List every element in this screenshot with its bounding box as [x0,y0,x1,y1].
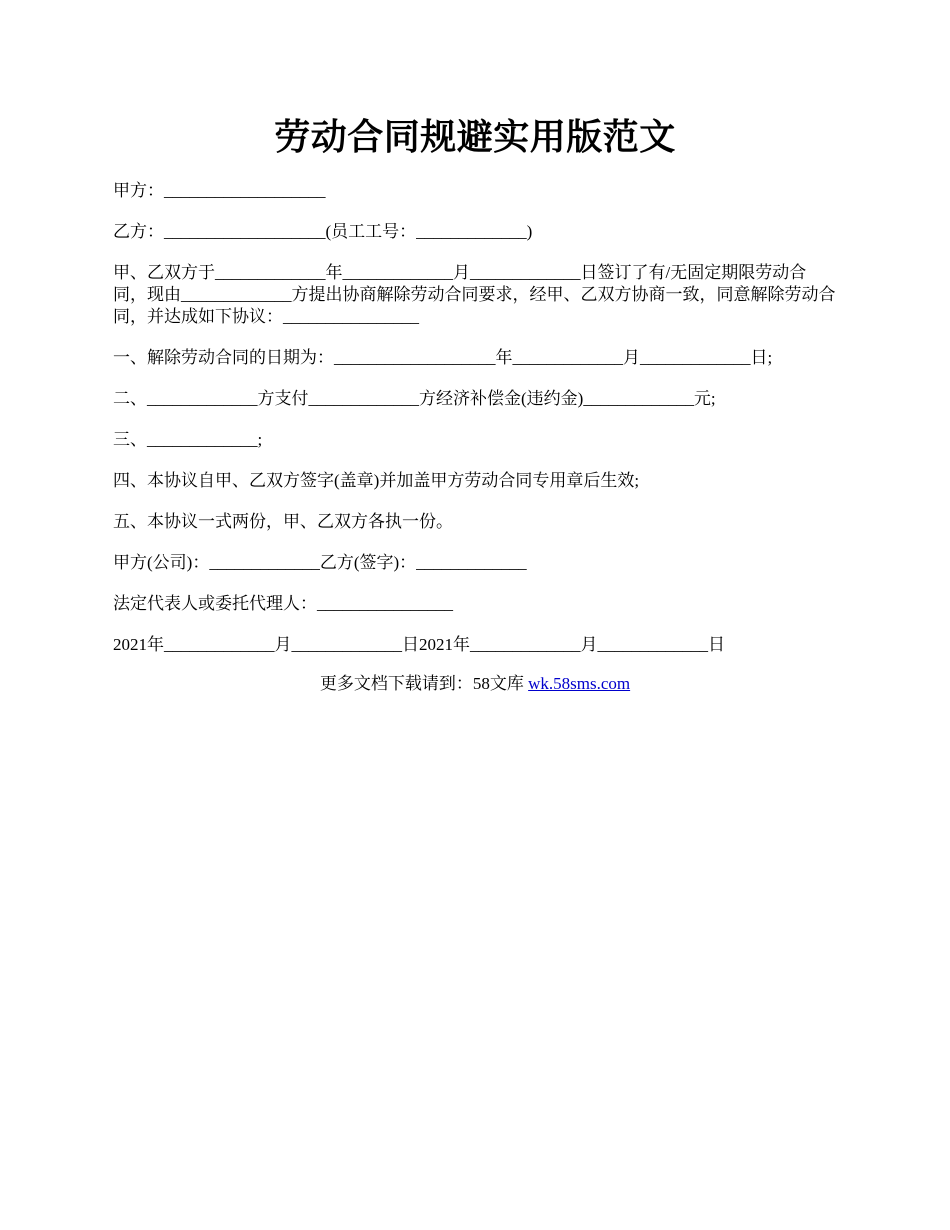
download-footer [113,673,837,695]
clause-3-blank: 三、_____________; [113,430,263,449]
clause-5-copies: 五、本协议一式两份，甲、乙双方各执一份。 [113,512,453,531]
party-b-line: 乙方：___________________(员工工号：_____________) [113,222,533,241]
agreement-intro-paragraph: 甲、乙双方于_____________年_____________月_____________日签订了有/无固定期限劳动合同，现由_____________方提出协商解除劳动合同要求，经甲、乙双方协商一致，同意解除劳动合同，并达成如下协议：________________ [113,263,836,326]
clause-1-termination-date: 一、解除劳动合同的日期为：___________________年_____________月_____________日; [113,348,773,367]
document-title: 劳动合同规避实用版范文 [274,117,676,157]
document-page [113,112,837,695]
clause-4-effectiveness: 四、本协议自甲、乙双方签字(盖章)并加盖甲方劳动合同专用章后生效; [113,471,640,490]
date-line: 2021年_____________月_____________日2021年_____________月_____________日 [113,635,725,654]
clause-2-compensation: 二、_____________方支付_____________方经济补偿金(违约金)_____________元; [113,389,716,408]
footer-text: 更多文档下载请到：58文库 [319,674,529,693]
signature-line: 甲方(公司)：_____________乙方(签字)：_____________ [113,553,527,572]
footer-link[interactable]: wk.58sms.com [528,674,631,693]
legal-representative-line: 法定代表人或委托代理人：________________ [113,594,453,613]
party-a-line: 甲方：___________________ [113,181,326,200]
